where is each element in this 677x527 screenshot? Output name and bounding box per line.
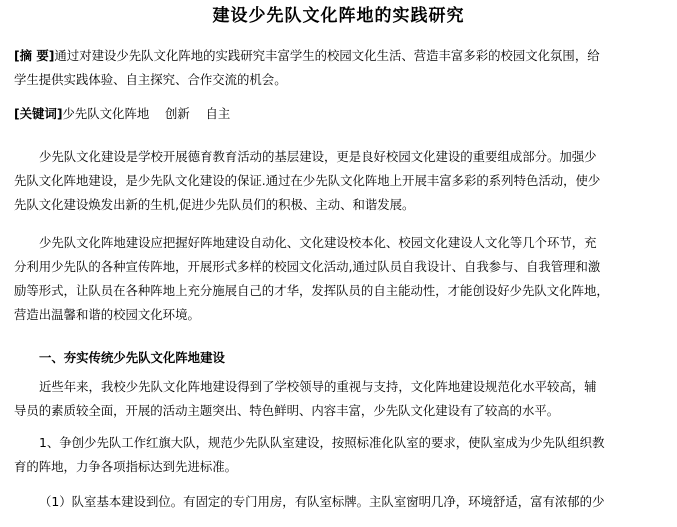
- section-paragraph-2: [14, 431, 670, 479]
- section-heading: 一、夯实传统少先队文化阵地建设: [39, 350, 225, 365]
- abstract-line: 学生提供实践体验、自主探究、合作交流的机会。: [14, 72, 287, 87]
- body-line: 导员的素质较全面，开展的活动主题突出、特色鲜明、内容丰富，少先队文化建设有了较高的水平。: [14, 403, 560, 418]
- keywords-paragraph: [14, 102, 670, 126]
- body-line: 先队文化建设焕发出新的生机,促进少先队员们的积极、主动、和谐发展。: [14, 197, 415, 212]
- body-line: 育的阵地，力争各项指标达到先进标准。: [14, 459, 238, 474]
- section-heading-block: [14, 346, 670, 370]
- abstract-line: [14, 44, 670, 68]
- body-paragraph-2: [14, 231, 670, 327]
- body-line: 少先队文化阵地建设应把握好阵地建设自动化、文化建设校本化、校园文化建设人文化等几个环节，充: [39, 235, 597, 250]
- section-paragraph-1: [14, 375, 670, 423]
- body-line: 励等形式，让队员在各种阵地上充分施展自己的才华，发挥队员的自主能动性，才能创设好少先队文化阵地，: [14, 283, 609, 298]
- body-line: 近些年来，我校少先队文化阵地建设得到了学校领导的重视与支持，文化阵地建设规范化水平较高，辅: [39, 379, 597, 394]
- body-line: 先队文化阵地建设，是少先队文化建设的保证.通过在少先队文化阵地上开展丰富多彩的系列特色活动，使少: [14, 173, 601, 188]
- body-line: （1）队室基本建设到位。有固定的专门用房，有队室标牌。主队室窗明几净，环境舒适，富有浓郁的少: [39, 494, 605, 509]
- abstract-paragraph: [14, 44, 670, 92]
- section-paragraph-3: [14, 490, 670, 514]
- body-line: 营造出温馨和谐的校园文化环境。: [14, 307, 200, 322]
- body-paragraph-1: [14, 145, 670, 217]
- keywords-text: 少先队文化阵地 创新 自主: [62, 106, 231, 121]
- body-line: 分利用少先队的各种宣传阵地，开展形式多样的校园文化活动,通过队员自我设计、自我参与、自我管理和激: [14, 259, 601, 274]
- document-title: 建设少先队文化阵地的实践研究: [212, 6, 465, 26]
- keywords-label: [关键词]: [14, 106, 63, 121]
- body-line: 少先队文化建设是学校开展德育教育活动的基层建设，更是良好校园文化建设的重要组成部分。加强少: [39, 149, 597, 164]
- abstract-label: [摘 要]: [14, 48, 55, 63]
- body-line: 1、争创少先队工作红旗大队，规范少先队队室建设，按照标准化队室的要求，使队室成为少先队组织教: [39, 435, 605, 450]
- keywords-line: [14, 102, 670, 126]
- abstract-text: 通过对建设少先队文化阵地的实践研究丰富学生的校园文化生活、营造丰富多彩的校园文化氛围，给: [54, 48, 600, 63]
